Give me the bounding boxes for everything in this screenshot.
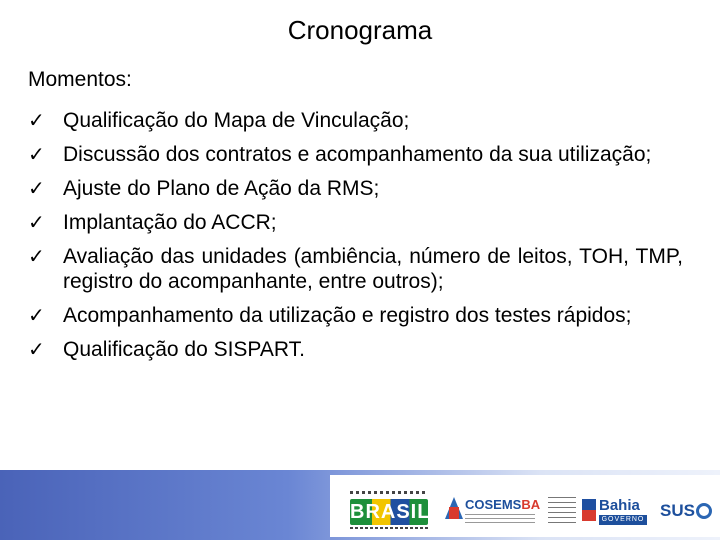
secretaria-saude-logo	[548, 497, 578, 533]
list-item-text: Ajuste do Plano de Ação da RMS;	[63, 177, 380, 200]
footer-band	[0, 470, 720, 540]
list-item	[28, 303, 683, 328]
brasil-logo: BRASIL	[350, 491, 428, 529]
schedule-list	[28, 108, 683, 371]
checkmark-icon: ✓	[28, 142, 45, 166]
checkmark-icon: ✓	[28, 176, 45, 200]
list-item	[28, 337, 683, 362]
list-item-text: Discussão dos contratos e acompanhamento da sua utilização;	[63, 143, 652, 166]
list-item-text: Qualificação do Mapa de Vinculação;	[63, 109, 410, 132]
checkmark-icon: ✓	[28, 244, 45, 268]
intro-label: Momentos:	[28, 68, 132, 91]
list-item-text: Implantação do ACCR;	[63, 211, 277, 234]
checkmark-icon: ✓	[28, 210, 45, 234]
checkmark-icon: ✓	[28, 303, 45, 327]
list-item-text: Avaliação das unidades (ambiência, número de leitos, TOH, TMP, registro do acompanhante, entre outros);	[63, 245, 683, 293]
list-item	[28, 142, 683, 167]
sus-logo: SUS	[660, 501, 715, 529]
list-item	[28, 210, 683, 235]
checkmark-icon: ✓	[28, 108, 45, 132]
list-item-text: Acompanhamento da utilização e registro dos testes rápidos;	[63, 304, 632, 327]
governo-bahia-logo: Bahia GOVERNO	[582, 497, 652, 533]
checkmark-icon: ✓	[28, 337, 45, 361]
slide-title: Cronograma	[287, 15, 433, 45]
list-item	[28, 244, 683, 294]
list-item	[28, 108, 683, 133]
list-item	[28, 176, 683, 201]
cosems-logo-suffix: BA	[521, 497, 541, 512]
cosems-logo	[445, 497, 540, 533]
cosems-logo-text: COSEMS	[465, 497, 522, 512]
footer-logos	[330, 475, 720, 537]
list-item-text: Qualificação do SISPART.	[63, 338, 306, 361]
